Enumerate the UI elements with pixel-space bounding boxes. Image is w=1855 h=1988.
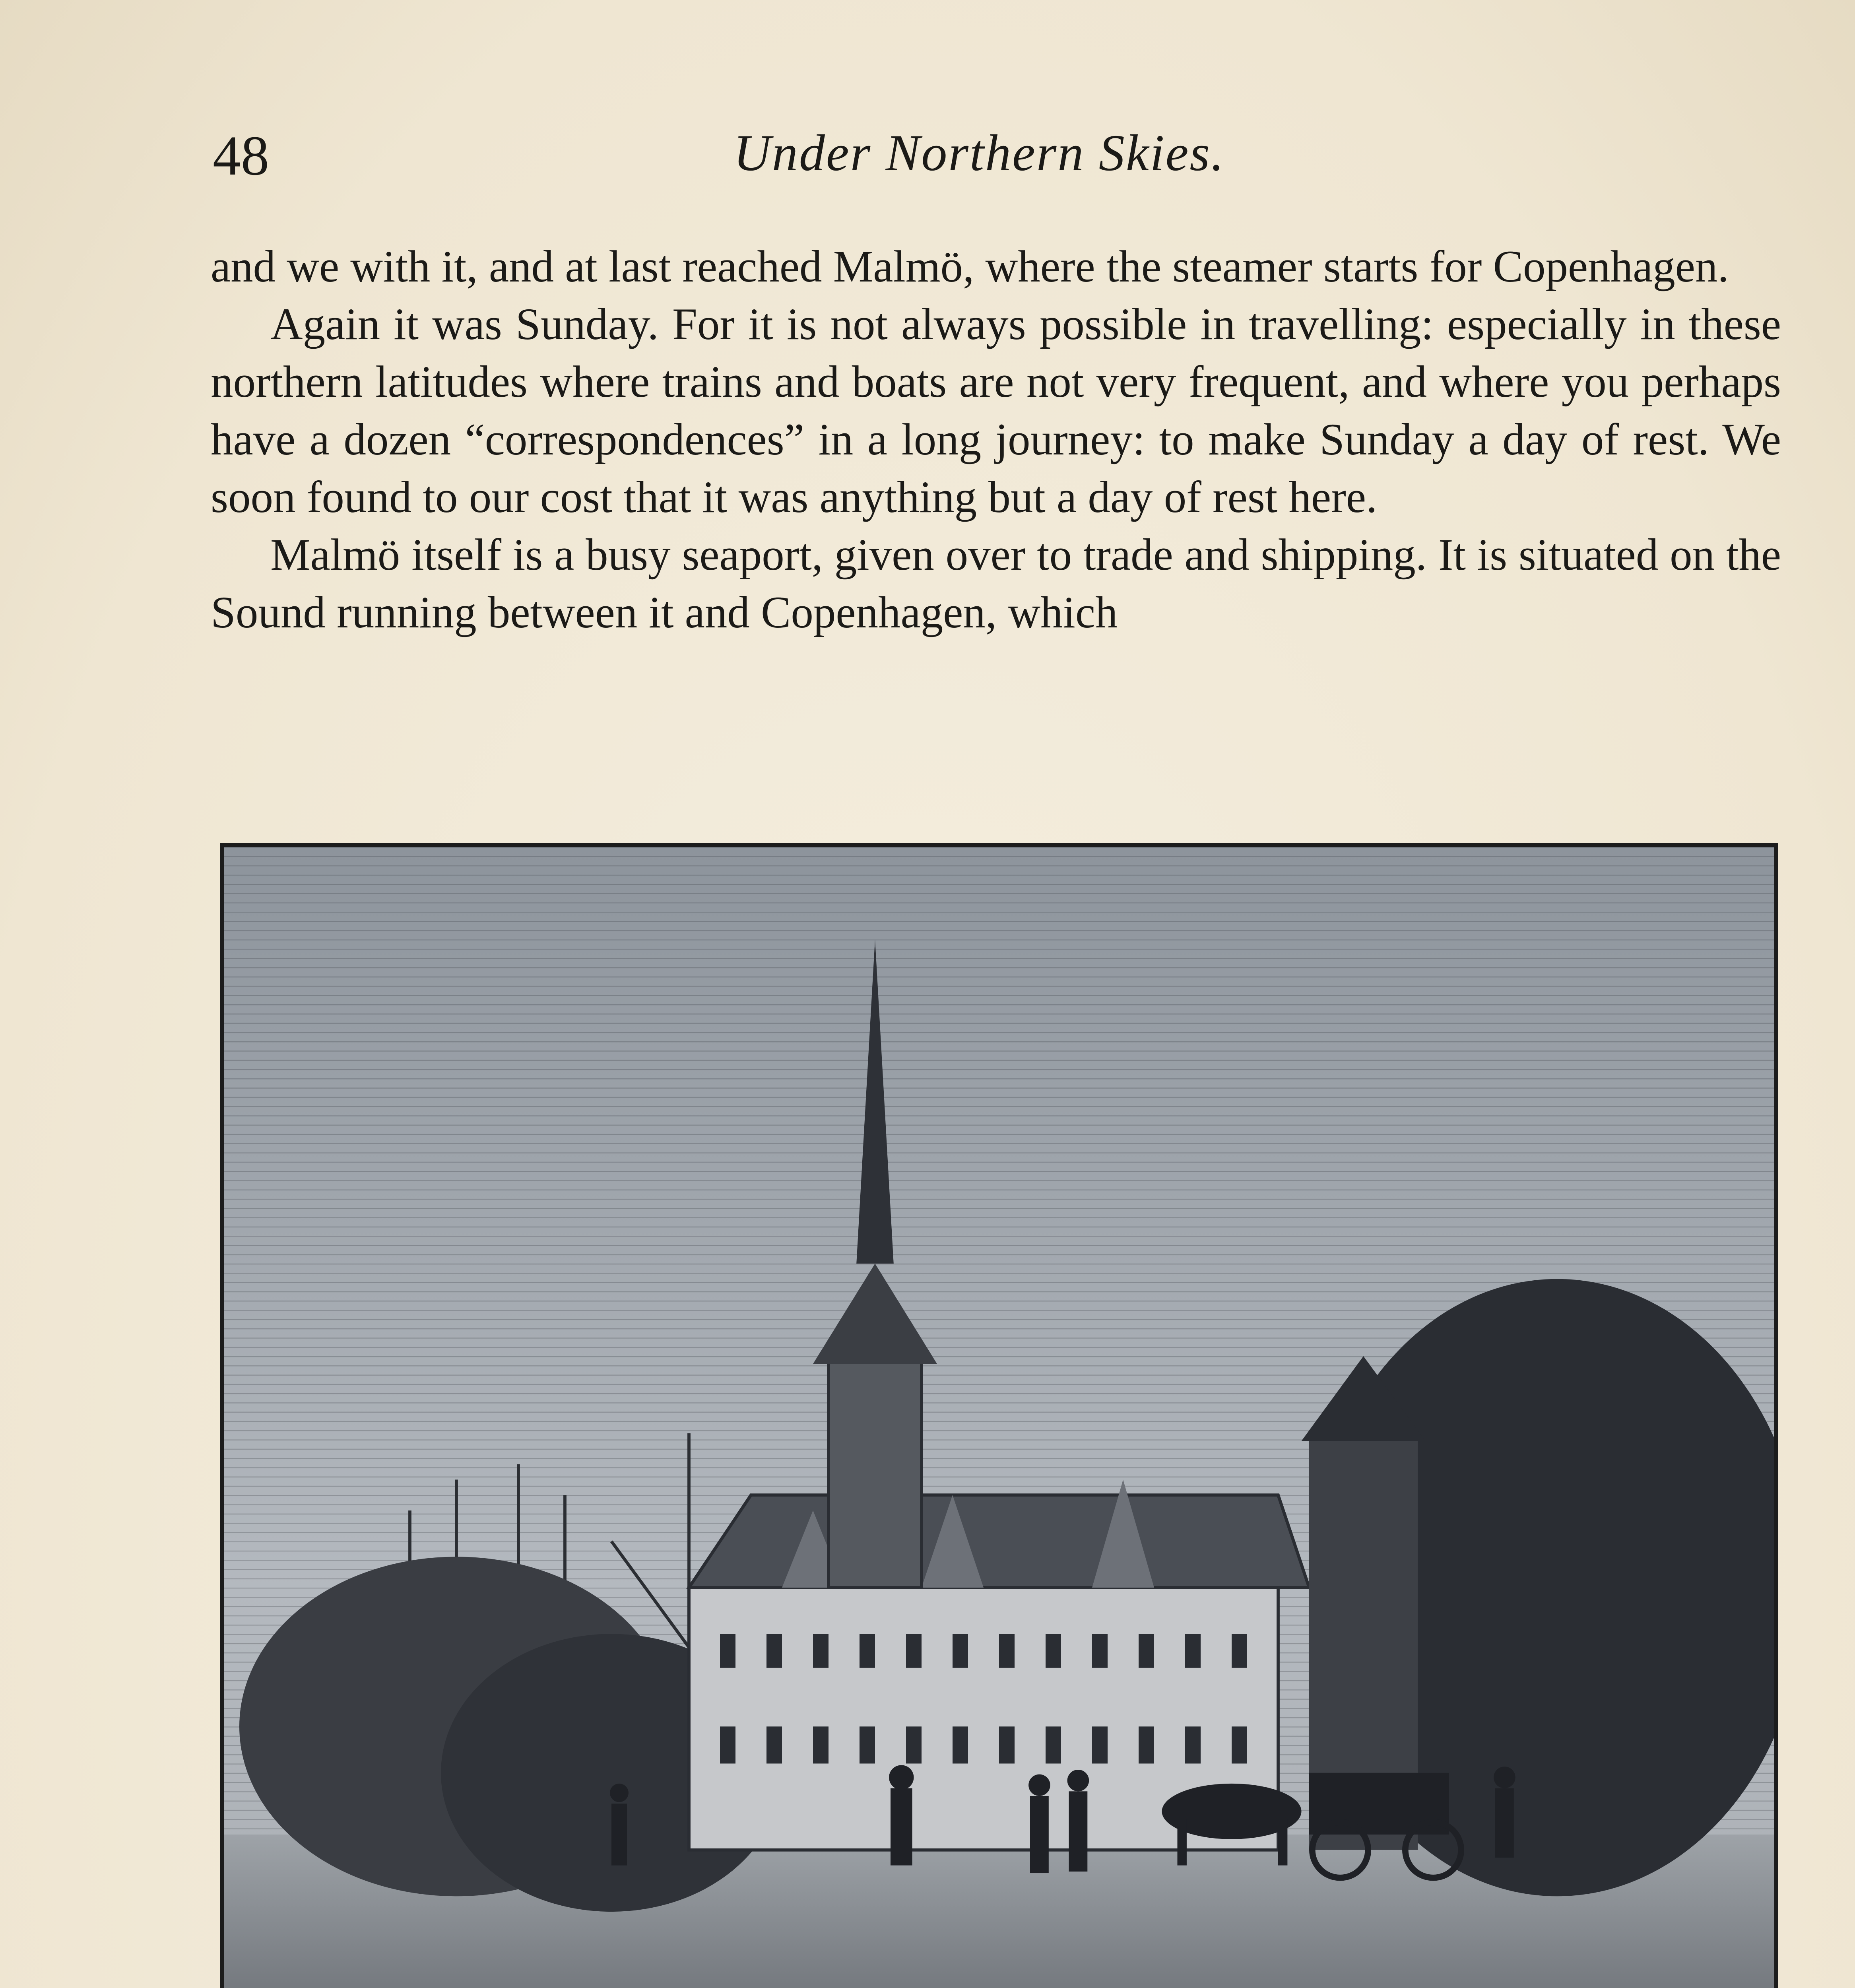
paragraph: and we with it, and at last reached Malmö, where the steamer starts for Copenhagen. bbox=[211, 242, 1729, 291]
paragraph: Again it was Sunday. For it is not always possible in travelling: especially in these northern latitudes where trains and boats are not very frequent, and where you perhaps have a dozen “correspondences” in a long journey: to make Sunday a day of rest. We soon found to our cost that it was anything but a day of rest here. bbox=[211, 299, 1781, 522]
engraving-town-hall bbox=[220, 843, 1778, 1988]
body-text-top bbox=[211, 238, 1781, 641]
paragraph: Malmö itself is a busy seaport, given over to trade and shipping. It is situated on the Sound running between it and Copenhagen, which bbox=[211, 530, 1781, 637]
page-number: 48 bbox=[213, 124, 269, 187]
town-hall-illustration bbox=[224, 847, 1774, 1988]
running-title: Under Northern Skies. bbox=[733, 124, 1225, 182]
page-header bbox=[213, 119, 1787, 199]
